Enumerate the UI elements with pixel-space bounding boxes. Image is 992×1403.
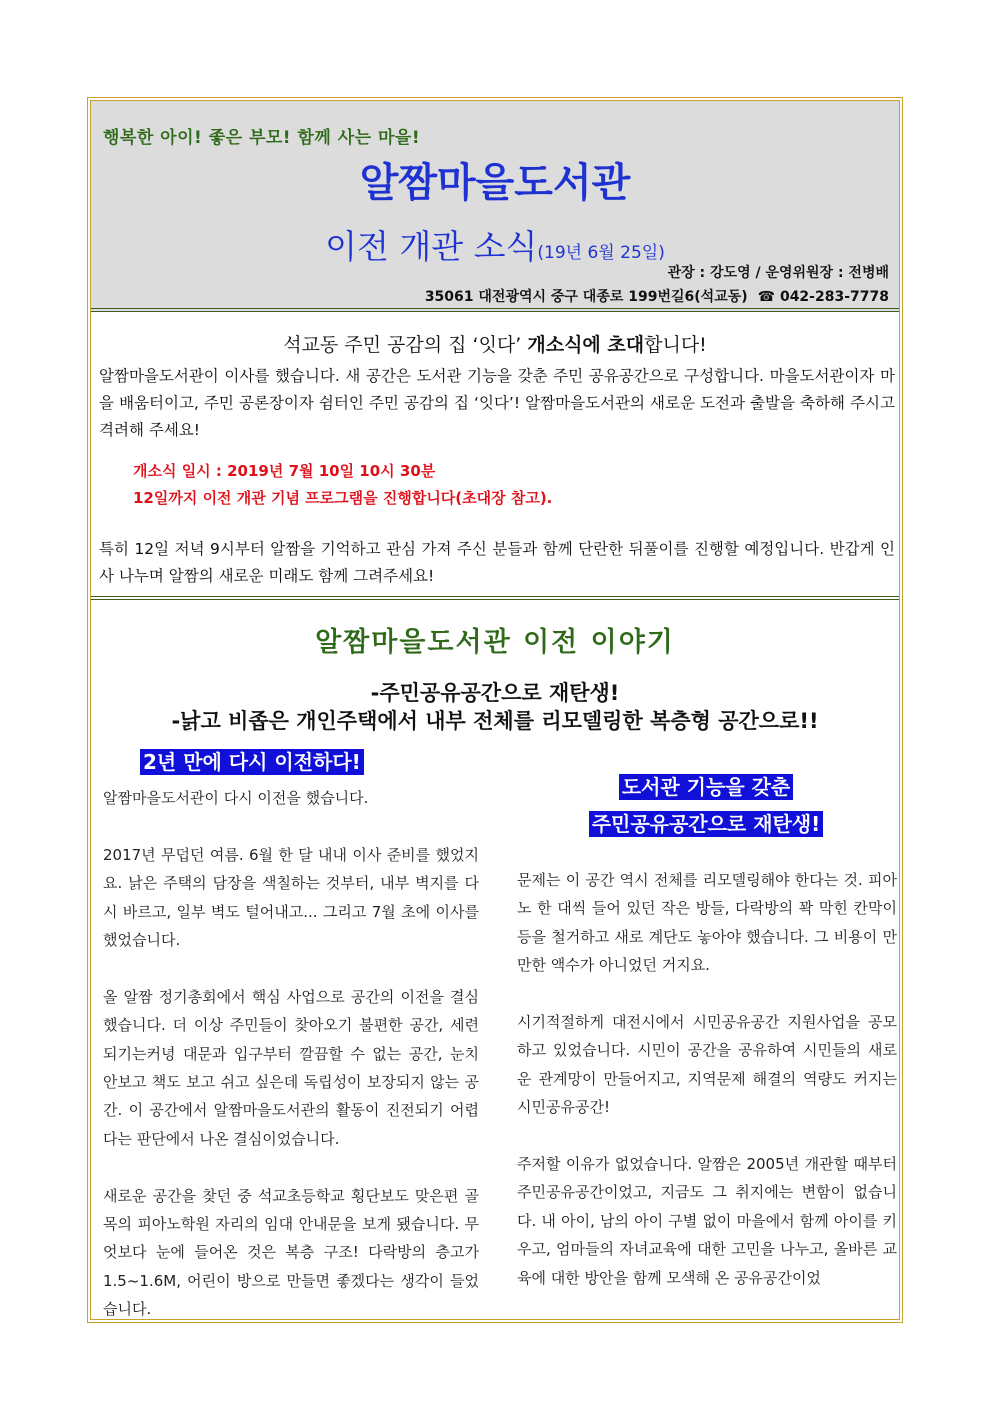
event-program: 12일까지 이전 개관 기념 프로그램을 진행합니다(초대장 참고). [133,489,553,507]
invitation-title-plain: 석교동 주민 공감의 집 ‘잇다’ [283,334,528,356]
staff-line: 관장 : 강도영 / 운영위원장 : 전병배 [667,265,889,281]
left-heading-text: 2년 만에 다시 이전하다! [140,749,364,775]
right-paragraph: 문제는 이 공간 역시 전체를 리모델링해야 한다는 것. 피아노 한 대씩 들어 있던 작은 방들, 다락방의 꽉 막힌 칸막이 등을 철거하고 새로 계단도 놓아야 했습니다. 그 비용이 만만한 액수가 아니었던 거지요. [517,871,897,975]
left-paragraph: 새로운 공간을 찾던 중 석교초등학교 횡단보도 맞은편 골목의 피아노학원 자리의 임대 안내문을 보게 됐습니다. 무엇보다 눈에 들어온 것은 복층 구조! 다락방의 층고가 1.5~1.6M, 어린이 방으로 만들면 좋겠다는 생각이 들었습니다. [103,1186,479,1319]
left-paragraph: 알짬마을도서관이 다시 이전을 했습니다. [103,789,369,807]
left-paragraph: 올 알짬 정기총회에서 핵심 사업으로 공간의 이전을 결심했습니다. 더 이상 주민들이 찾아오기 불편한 공간, 세련되기는커녕 대문과 입구부터 깔끔할 수 없는 공간, 눈치 안보고 책도 보고 쉬고 싶은데 독립성이 보장되지 않는 공간. 이 공간에서 알짬마을도서관의 활동이 진전되기 어렵다는 판단에서 나온 결심이었습니다. [103,987,479,1148]
invitation-title-bold: 개소식에 초대 [527,334,645,356]
story-subtitle-2: -낡고 비좁은 개인주택에서 내부 전체를 리모델링한 복층형 공간으로!! [171,709,819,733]
invitation-title-end: 합니다! [644,334,707,356]
issue-title-text: 이전 개관 소식 [325,227,538,266]
invitation-section [91,314,899,600]
address: 35061 대전광역시 중구 대종로 199번길6(석교동) [424,289,748,305]
invitation-title [91,330,899,357]
right-heading-2-text: 주민공유공간으로 재탄생! [589,811,824,837]
story-title: 알짬마을도서관 이전 이야기 [315,627,675,658]
right-paragraph: 시기적절하게 대전시에서 시민공유공간 지원사업을 공모하고 있었습니다. 시민이 공간을 공유하여 시민들의 새로운 관계망이 만들어지고, 지역문제 해결의 역량도 커지는 시민공유공간! [517,1013,897,1117]
newsletter-header [91,101,899,312]
library-name: 알짬마을도서관 [359,160,631,206]
phone: ☎ 042-283-7778 [757,289,889,305]
right-paragraph: 주저할 이유가 없었습니다. 알짬은 2005년 개관할 때부터 주민공유공간이었고, 지금도 그 취지에는 변함이 없습니다. 내 아이, 남의 아이 구별 없이 마을에서 함께 아이를 키우고, 엄마들의 자녀교육에 대한 고민을 나누고, 올바른 교육에 대한 방안을 함께 모색해 온 공유공간이었 [517,1155,897,1287]
right-heading-1-text: 도서관 기능을 갖춘 [619,774,794,800]
left-paragraph: 2017년 무덥던 여름. 6월 한 달 내내 이사 준비를 했었지요. 낡은 주택의 담장을 색칠하는 것부터, 내부 벽지를 다시 바르고, 일부 벽도 털어내고... 그리고 7월 초에 이사를 했었습니다. [103,845,479,950]
right-heading-2 [500,808,912,837]
right-column [517,866,897,1320]
address-line [425,286,889,306]
issue-date: (19년 6월 25일) [537,243,665,263]
event-time: 개소식 일시 : 2019년 7월 10일 10시 30분 [133,462,436,480]
left-column [103,784,479,1352]
slogan: 행복한 아이! 좋은 부모! 함께 사는 마을! [103,128,421,148]
left-heading [140,746,364,775]
issue-title [91,221,899,268]
right-heading-1 [500,771,912,800]
invitation-paragraph-2: 특히 12일 저녁 9시부터 알짬을 기억하고 관심 가져 주신 분들과 함께 단란한 뒤풀이를 진행할 예정입니다. 반갑게 인사 나누며 알짬의 새로운 미래도 함께 그려주세요! [99,540,895,585]
story-subtitle-1: -주민공유공간으로 재탄생! [370,681,620,705]
invitation-paragraph-1: 알짬마을도서관이 이사를 했습니다. 새 공간은 도서관 기능을 갖춘 주민 공유공간으로 구성합니다. 마을도서관이자 마을 배움터이고, 주민 공론장이자 쉼터인 주민 공감의 집 ‘잇다’! 알짬마을도서관의 새로운 도전과 출발을 축하해 주시고 격려해 주세요! [99,367,895,439]
